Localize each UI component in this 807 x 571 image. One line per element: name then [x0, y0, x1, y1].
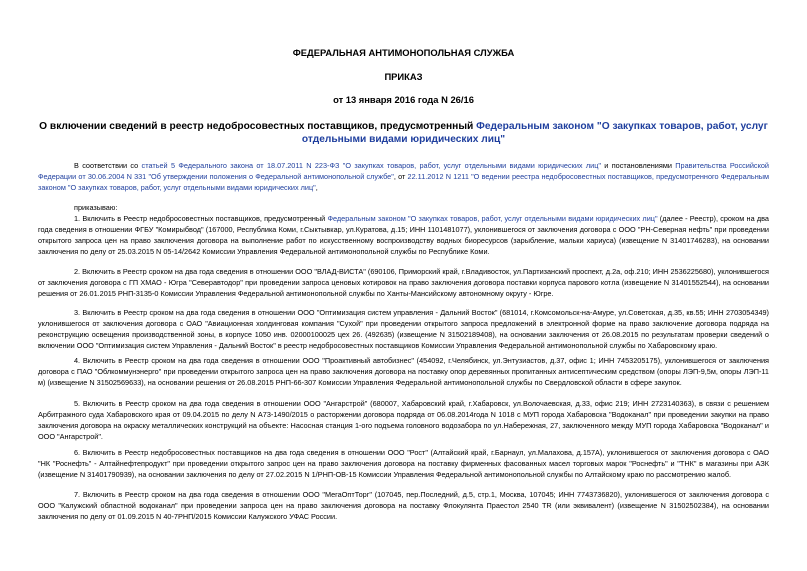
intro-link-article5[interactable]: статьей 5 Федерального закона от 18.07.2011 N 223-ФЗ "О закупках товаров, работ, услуг отдельными видами юридических лиц" [141, 161, 601, 170]
doc-type: ПРИКАЗ [384, 71, 423, 82]
item-1-text-b: (далее - Реестр), сроком на два года сведения в отношении ФГБУ "Комирыбвод" (167000, Республика Коми, г.Сыктывкар, ул.Куратова, д.15; ИНН 1101481077), уклонившегося от заключения договора с ООО "РН-Северная нефть" при проведении открытого запроса цен на право заключения договора на выполнение работ по искусственному воспроизводству водных биоресурсов (зарыбление, мальки хариуса) (извещение N 31401746283), на основании заключения по делу от 25.03.2015 N 05-14/2642 Комиссии Управления Федеральной антимонопольной службы по Республике Коми. [38, 214, 769, 256]
item-7 [38, 489, 769, 522]
intro-text-1: В соответствии со [74, 161, 142, 170]
doc-title [36, 121, 771, 146]
item-1-text-a: 1. Включить в Реестр недобросовестных поставщиков, предусмотренный [74, 214, 328, 223]
intro-text-2: и постановлениями [600, 161, 676, 170]
item-2-text: 2. Включить в Реестр сроком на два года сведения в отношении ООО "ВЛАД-ВИСТА" (690106, Приморский край, г.Владивосток, ул.Партизанский проспект, д.2а, оф.210; ИНН 2536225680), уклонившегося от заключения договора с ГП ХМАО - Югра "Северавтодор" при проведении запроса ценовых котировок на право заключения договора поставки корпуса парового котла (извещение N 31401552544), на основании решения от 26.01.2015 РНП-3135-0 Комиссии Управления Федеральной антимонопольной службы по Ханты-Мансийскому автономному округу - Югре. [38, 267, 769, 298]
item-1-law-link[interactable]: Федеральным законом "О закупках товаров, работ, услуг отдельными видами юридических лиц" [327, 214, 658, 223]
item-3 [38, 307, 769, 351]
item-3-text: 3. Включить в Реестр сроком на два года сведения в отношении ООО "Оптимизация систем управления - Дальний Восток" (681014, г.Комсомольск-на-Амуре, ул.Советская, д.35, кв.55; ИНН 2703054349) уклонившегося от заключения договора с ОАО "Авиационная холдинговая компания "Сухой" при проведении открытого запроса предложений в электронной форме на право заключение договора подряда на реконструкцию освещения производственной зоны, в корпусе 1050 инв. 02000100025 цех 26. (492635) (извещение N 31502189408), на основании заключения от 26.08.2015 по результатам проверки сведений о включении ООО "Оптимизация систем Управления - Дальний Восток" в реестр недобросовестных поставщиков Комиссии Управления Федеральной антимонопольной службы по Хабаровскому краю. [38, 308, 769, 350]
item-5-text: 5. Включить в Реестр сроком на два года сведения в отношении ООО "Ангарстрой" (680007, Хабаровский край, г.Хабаровск, ул.Волочаевская, д.33, офис 219; ИНН 2723140363), в связи с решением Арбитражного суда Хабаровского края от 09.04.2015 по делу N А73-1490/2015 о расторжении договора подряда от 06.08.2014года N 1018 с МУП города Хабаровска "Водоканал" при проведении закупки на право заключения договора на окраску металлических конструкций на объекте: Насосная станция 1-ого подъема головного водозабора по ул.Набережная, 27, заключенного между МУП города Хабаровска "Водоканал" и ООО "Ангарстрой". [38, 399, 769, 441]
item-2 [38, 266, 769, 299]
intro-link-resolution-331[interactable]: Правительства Российской Федерации от 30.06.2004 N 331 "Об утверждении положения о Федеральной антимонопольной службе" [38, 161, 769, 181]
item-6-text: 6. Включить в Реестр недобросовестных поставщиков на два года сведения в отношении ООО "Рост" (Алтайский край, г.Барнаул, ул.Малахова, д.157А), уклонившегося от заключения договора с ОАО "НК "Роснефть" - Алтайнефтепродукт" при проведении открытого запрос цен на право заключения договора на поставку фирменных фасованных масел торговых марок "Роснефть" и "ТНК" в магазины при АЗК (извещение N 31401790939), на основании заключения по делу от 27.02.2015 N 1/РНП-ОВ-15 Комиссии Управления Федеральной антимонопольной службы по Алтайскому краю по рассмотрению жалоб. [38, 448, 769, 479]
item-4 [38, 355, 769, 388]
item-4-text: 4. Включить в Реестр сроком на два года сведения в отношении ООО "Проактивный автобизнес" (454092, г.Челябинск, ул.Энтузиастов, д.37, офис 1; ИНН 7453205175), уклонившегося от заключения договора с ПАО "Облкоммунэнерго" при проведении открытого запроса цен на право заключения договора на поставку опор деревянных пропитанных антисептическим средством (опоры ЛЭП-9,5м, опоры ЛЭП-11 м) (извещение N 31502569633), на основании решения от 26.08.2015 РНП-66-307 Комиссии Управления Федеральной антимонопольной службы по Свердловской области в сфере закупок. [38, 356, 769, 387]
title-text: О включении сведений в реестр недобросовестных поставщиков, предусмотренный [39, 121, 477, 132]
intro-text-4: , [315, 183, 318, 192]
intro-link-resolution-1211[interactable]: 22.11.2012 N 1211 "О ведении реестра недобросовестных поставщиков, предусмотренного Федеральным законом "О закупках товаров, работ, услуг отдельными видами юридических лиц" [38, 172, 769, 192]
agency-name: ФЕДЕРАЛЬНАЯ АНТИМОНОПОЛЬНАЯ СЛУЖБА [292, 47, 515, 58]
intro-paragraph [38, 160, 769, 193]
item-1 [38, 213, 769, 257]
doc-date-number: от 13 января 2016 года N 26/16 [333, 94, 474, 105]
intro-text-3: , от [393, 172, 408, 181]
item-6 [38, 447, 769, 480]
item-7-text: 7. Включить в Реестр сроком на два года сведения в отношении ООО "МегаОптТорг" (107045, пер.Последний, д.5, стр.1, Москва, 107045; ИНН 7743736820), уклонившегося от заключения договора с ООО "Калужский областной водоканал" при проведении запроса цен на право заключения договора на поставку Флокулянта Праестол 2540 TR (или эквивалент) (извещение N 31502502384), на основании заключения по делу от 01.09.2015 N 40-7РНП/2015 Комиссии Калужского УФАС России. [38, 490, 769, 521]
title-law-link[interactable]: Федеральным законом "О закупках товаров, работ, услуг отдельными видами юридических лиц" [301, 121, 768, 145]
item-5 [38, 398, 769, 442]
order-word: приказываю: [74, 203, 118, 212]
